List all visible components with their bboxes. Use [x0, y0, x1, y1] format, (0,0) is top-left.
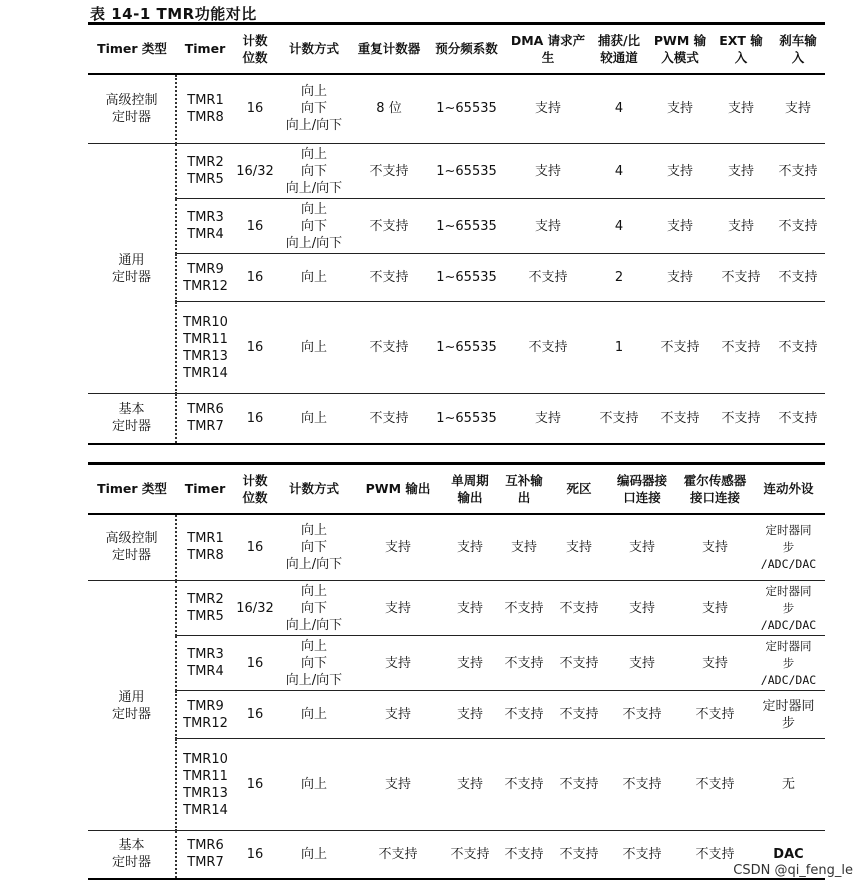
- cell: 支持: [711, 144, 771, 199]
- header-cell: 重复计数器: [352, 24, 426, 74]
- cell: 1~65535: [426, 199, 507, 254]
- timer-function-table-1: [88, 22, 825, 445]
- header-cell: 死区: [552, 464, 606, 514]
- cell: 支持: [352, 691, 444, 739]
- cell: 支持: [784, 101, 811, 117]
- header-row: [88, 24, 825, 74]
- cell: 向上: [276, 394, 352, 444]
- cell: 1: [589, 302, 649, 394]
- cell: 支持: [534, 101, 561, 117]
- cell: 8 位: [376, 101, 402, 117]
- table-row: [88, 302, 825, 394]
- cell: 1~65535: [436, 101, 497, 117]
- cell: 不支持: [496, 831, 552, 879]
- cell: 向上: [276, 831, 352, 879]
- header-cell: 预分频系数: [426, 24, 507, 74]
- cell: 不支持: [552, 739, 606, 831]
- cell: 不支持: [771, 199, 825, 254]
- cell: 支持: [352, 636, 444, 691]
- table-row: [88, 581, 825, 636]
- cell: 4: [589, 199, 649, 254]
- cell: 支持: [649, 199, 711, 254]
- header-cell: 计数 位数: [234, 24, 276, 74]
- cell: 不支持: [606, 831, 678, 879]
- cell: 1~65535: [426, 302, 507, 394]
- cell: 定时器同 步: [752, 691, 825, 739]
- cell: 不支持: [552, 636, 606, 691]
- header-cell: PWM 输出: [352, 464, 444, 514]
- cell: 支持: [456, 539, 483, 555]
- header-cell: Timer 类型: [88, 24, 176, 74]
- cell: 不支持: [606, 739, 678, 831]
- header-cell: Timer 类型: [88, 464, 176, 514]
- cell: 16: [234, 739, 276, 831]
- cell: 不支持: [352, 302, 426, 394]
- group-advanced: 高级控制 定时器: [105, 531, 158, 564]
- cell: DAC: [752, 831, 825, 879]
- cell: 16/32: [234, 144, 276, 199]
- cell: 向上 向下 向上/向下: [276, 199, 352, 254]
- cell: TMR9 TMR12: [176, 691, 234, 739]
- cell: 无: [752, 739, 825, 831]
- header-cell: 霍尔传感器 接口连接: [678, 464, 752, 514]
- cell: 不支持: [589, 394, 649, 444]
- table-row: [88, 74, 825, 144]
- cell: 不支持: [507, 254, 589, 302]
- table-row: [88, 691, 825, 739]
- group-advanced: 高级控制 定时器: [105, 92, 158, 125]
- cell: 16: [246, 539, 264, 555]
- table-row: [88, 739, 825, 831]
- cell: 不支持: [552, 831, 606, 879]
- cell: 支持: [352, 739, 444, 831]
- cell: 1~65535: [426, 254, 507, 302]
- cell: 支持: [565, 539, 592, 555]
- cell: 定时器同 步 /ADC/DAC: [752, 636, 825, 691]
- header-cell: 刹车输 入: [771, 24, 825, 74]
- header-cell: 计数方式: [276, 24, 352, 74]
- watermark: CSDN @qi_feng_le: [733, 863, 853, 878]
- table-caption: 表 14-1 TMR功能对比: [90, 5, 257, 23]
- table-row: [88, 514, 825, 581]
- cell: 向上: [276, 691, 352, 739]
- cell: 16: [234, 831, 276, 879]
- cell: 不支持: [507, 302, 589, 394]
- cell: 不支持: [606, 691, 678, 739]
- group-general: 通用 定时器: [88, 581, 176, 831]
- cell: 支持: [507, 199, 589, 254]
- table-row: [88, 199, 825, 254]
- cell: 不支持: [711, 302, 771, 394]
- cell: 支持: [507, 394, 589, 444]
- cell: 不支持: [352, 831, 444, 879]
- cell: 不支持: [649, 394, 711, 444]
- cell: 支持: [628, 539, 655, 555]
- cell: 支持: [510, 539, 537, 555]
- cell: 支持: [678, 581, 752, 636]
- cell: 不支持: [711, 394, 771, 444]
- cell: 不支持: [678, 739, 752, 831]
- header-cell: 连动外设: [752, 464, 825, 514]
- cell: 不支持: [711, 254, 771, 302]
- cell: TMR10 TMR11 TMR13 TMR14: [176, 739, 234, 831]
- cell: 不支持: [678, 691, 752, 739]
- cell: 不支持: [444, 831, 496, 879]
- header-cell: 计数 位数: [234, 464, 276, 514]
- table-row: [88, 254, 825, 302]
- cell: TMR1 TMR8: [176, 74, 234, 144]
- cell: 4: [614, 101, 624, 117]
- cell: 不支持: [496, 739, 552, 831]
- cell: 1~65535: [426, 144, 507, 199]
- cell: TMR3 TMR4: [176, 199, 234, 254]
- cell: 不支持: [552, 691, 606, 739]
- table-row: [88, 394, 825, 444]
- cell: 向上 向下 向上/向下: [285, 522, 343, 572]
- cell: 16: [234, 199, 276, 254]
- cell: 支持: [701, 539, 728, 555]
- header-cell: PWM 输 入模式: [649, 24, 711, 74]
- header-cell: DMA 请求产 生: [507, 24, 589, 74]
- cell: 向上 向下 向上/向下: [276, 636, 352, 691]
- cell: 16: [234, 636, 276, 691]
- cell: 不支持: [352, 254, 426, 302]
- cell: 支持: [444, 691, 496, 739]
- cell: 定时器同 步 /ADC/DAC: [752, 581, 825, 636]
- cell: 支持: [444, 739, 496, 831]
- header-cell: 单周期 输出: [444, 464, 496, 514]
- cell: 支持: [444, 581, 496, 636]
- cell: 支持: [727, 101, 754, 117]
- cell: 不支持: [496, 691, 552, 739]
- header-cell: 捕获/比 较通道: [589, 24, 649, 74]
- cell: 支持: [649, 144, 711, 199]
- cell: 不支持: [352, 394, 426, 444]
- cell: 支持: [444, 636, 496, 691]
- cell: TMR9 TMR12: [176, 254, 234, 302]
- group-basic: 基本 定时器: [88, 394, 176, 444]
- header-cell: Timer: [176, 24, 234, 74]
- cell: TMR2 TMR5: [176, 144, 234, 199]
- cell: TMR1 TMR8: [176, 514, 234, 581]
- cell: 不支持: [496, 581, 552, 636]
- cell: 不支持: [649, 302, 711, 394]
- cell: 2: [589, 254, 649, 302]
- cell: TMR6 TMR7: [176, 831, 234, 879]
- cell: 不支持: [771, 394, 825, 444]
- group-basic: 基本 定时器: [88, 831, 176, 879]
- cell: 向上 向下 向上/向下: [285, 84, 343, 134]
- cell: 1~65535: [426, 394, 507, 444]
- table-row: [88, 636, 825, 691]
- cell: 支持: [384, 539, 411, 555]
- cell: 4: [589, 144, 649, 199]
- cell: 不支持: [352, 144, 426, 199]
- cell: 向上 向下 向上/向下: [276, 581, 352, 636]
- cell: 不支持: [678, 831, 752, 879]
- cell: TMR2 TMR5: [176, 581, 234, 636]
- cell: 支持: [606, 636, 678, 691]
- cell: 支持: [606, 581, 678, 636]
- cell: 支持: [711, 199, 771, 254]
- header-cell: 计数方式: [276, 464, 352, 514]
- cell: 向上: [276, 302, 352, 394]
- cell: 16: [234, 254, 276, 302]
- header-cell: EXT 输 入: [711, 24, 771, 74]
- cell: 16: [234, 394, 276, 444]
- cell: 不支持: [552, 581, 606, 636]
- cell: 支持: [352, 581, 444, 636]
- table-row: [88, 144, 825, 199]
- cell: 向上 向下 向上/向下: [276, 144, 352, 199]
- cell: 向上: [276, 739, 352, 831]
- cell: 不支持: [496, 636, 552, 691]
- cell: 不支持: [771, 254, 825, 302]
- cell: 16: [234, 691, 276, 739]
- cell: 支持: [649, 254, 711, 302]
- cell: 支持: [678, 636, 752, 691]
- header-cell: 互补输 出: [496, 464, 552, 514]
- header-cell: 编码器接 口连接: [606, 464, 678, 514]
- cell: 支持: [666, 101, 693, 117]
- cell: 不支持: [352, 199, 426, 254]
- cell: 16: [246, 101, 264, 117]
- cell: 向上: [276, 254, 352, 302]
- cell: TMR10 TMR11 TMR13 TMR14: [176, 302, 234, 394]
- table-row: [88, 831, 825, 879]
- cell: 16/32: [234, 581, 276, 636]
- cell: 不支持: [771, 302, 825, 394]
- header-row: [88, 464, 825, 514]
- group-general: 通用 定时器: [88, 144, 176, 394]
- cell: TMR3 TMR4: [176, 636, 234, 691]
- cell: 定时器同 步 /ADC/DAC: [760, 522, 817, 571]
- timer-function-table-2: [88, 462, 825, 880]
- cell: TMR6 TMR7: [176, 394, 234, 444]
- cell: 不支持: [771, 144, 825, 199]
- cell: 16: [234, 302, 276, 394]
- cell: 支持: [507, 144, 589, 199]
- header-cell: Timer: [176, 464, 234, 514]
